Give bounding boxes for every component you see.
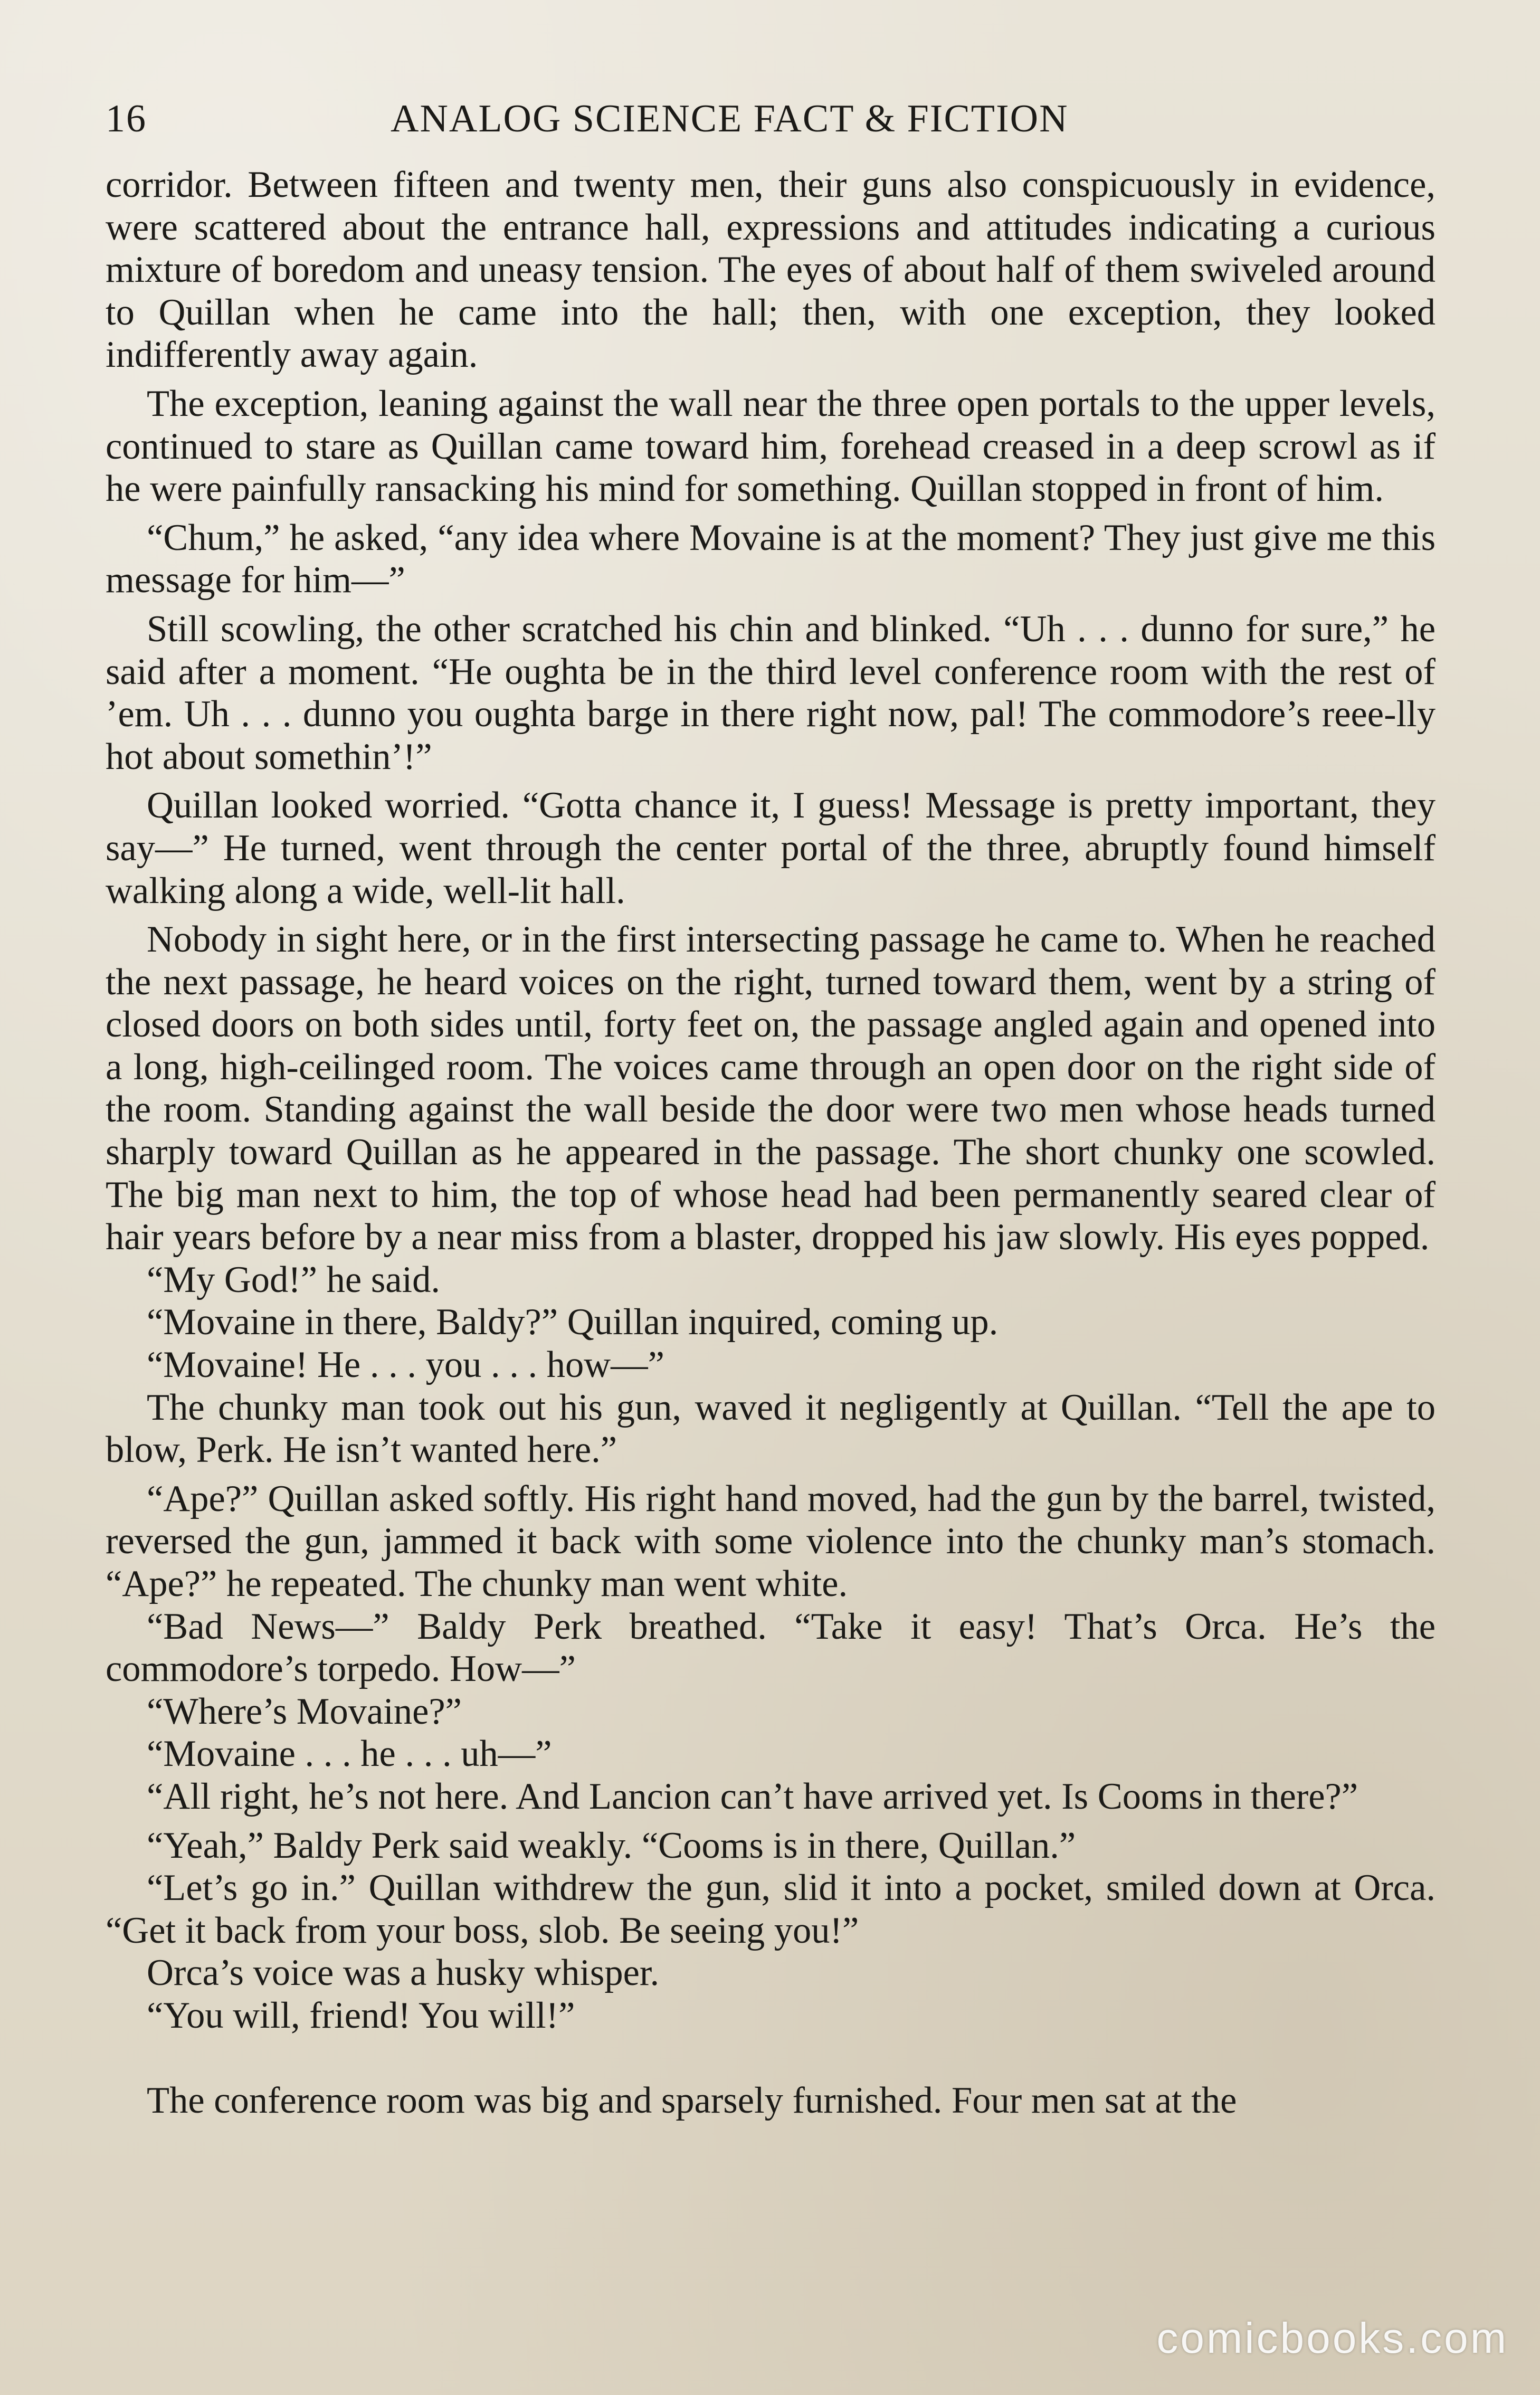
paragraph: Nobody in sight here, or in the first intersecting passage he came to. When he reached the next passage, he heard voices on the right, turned toward them, went by a string of closed doors on both sides until, forty feet on, the passage angled again and opened into a long, high-ceilinged room. The voices came through an open door on the right side of the room. Standing against the wall beside the door were two men whose heads turned sharply toward Quillan as he appeared in the passage. The short chunky one scowled. The big man next to him, the top of whose head had been permanently seared clear of hair years before by a near miss from a blaster, dropped his jaw slowly. His eyes popped. bbox=[106, 919, 1436, 1258]
page-header bbox=[106, 92, 1440, 145]
paragraph: “Movaine . . . he . . . uh—” bbox=[147, 1733, 552, 1775]
paragraph: “Ape?” Quillan asked softly. His right hand moved, had the gun by the barrel, twisted, reversed the gun, jammed it back with some violence into the chunky man’s stomach. “Ape?” he repeated. The chunky man went white. bbox=[106, 1478, 1436, 1604]
paragraph: “All right, he’s not here. And Lancion can’t have arrived yet. Is Cooms in there?” bbox=[147, 1775, 1358, 1817]
paragraph: “Bad News—” Baldy Perk breathed. “Take it easy! That’s Orca. He’s the commodore’s torpedo. How—” bbox=[106, 1605, 1436, 1690]
paragraph: corridor. Between fifteen and twenty men, their guns also conspicuously in evidence, were scattered about the entrance hall, expressions and attitudes indicating a curious mixture of boredom and uneasy tension. The eyes of about half of them swiveled around to Quillan when he came into the hall; then, with one exception, they looked indifferently away again. bbox=[106, 164, 1436, 376]
paragraph: “My God!” he said. bbox=[147, 1259, 441, 1300]
paragraph: Quillan looked worried. “Gotta chance it, I guess! Message is pretty important, they say—” He turned, went through the center portal of the three, abruptly found himself walking along a wide, well-lit hall. bbox=[106, 785, 1436, 911]
body-text bbox=[106, 164, 1436, 2128]
paragraph: “Chum,” he asked, “any idea where Movaine is at the moment? They just give me this message for him—” bbox=[106, 517, 1436, 601]
paragraph: Orca’s voice was a husky whisper. bbox=[147, 1952, 660, 1994]
paragraph: The exception, leaning against the wall near the three open portals to the upper levels, continued to stare as Quillan came toward him, forehead creased in a deep scrowl as if he were painfully ransacking his mind for something. Quillan stopped in front of him. bbox=[106, 383, 1436, 510]
page-number: 16 bbox=[106, 97, 147, 140]
running-title: ANALOG SCIENCE FACT & FICTION bbox=[391, 97, 1069, 140]
paragraph: Still scowling, the other scratched his chin and blinked. “Uh . . . dunno for sure,” he said after a moment. “He oughta be in the third level conference room with the rest of ’em. Uh . . . dunno you oughta barge in there right now, pal! The commodore’s reee-lly hot about somethin’!” bbox=[106, 608, 1436, 777]
watermark: comicbooks.com bbox=[1156, 2314, 1508, 2362]
paragraph: “Where’s Movaine?” bbox=[147, 1690, 462, 1732]
paragraph: “Let’s go in.” Quillan withdrew the gun, slid it into a pocket, smiled down at Orca. “Get it back from your boss, slob. Be seeing you!” bbox=[106, 1867, 1436, 1951]
paragraph: “You will, friend! You will!” bbox=[147, 1994, 575, 2036]
paragraph: The chunky man took out his gun, waved it negligently at Quillan. “Tell the ape to blow, Perk. He isn’t wanted here.” bbox=[106, 1386, 1436, 1471]
paragraph: “Yeah,” Baldy Perk said weakly. “Cooms is in there, Quillan.” bbox=[147, 1824, 1076, 1866]
paragraph: “Movaine in there, Baldy?” Quillan inquired, coming up. bbox=[147, 1301, 999, 1343]
paragraph: “Movaine! He . . . you . . . how—” bbox=[147, 1344, 664, 1386]
paragraph: The conference room was big and sparsely furnished. Four men sat at the bbox=[147, 2079, 1237, 2121]
